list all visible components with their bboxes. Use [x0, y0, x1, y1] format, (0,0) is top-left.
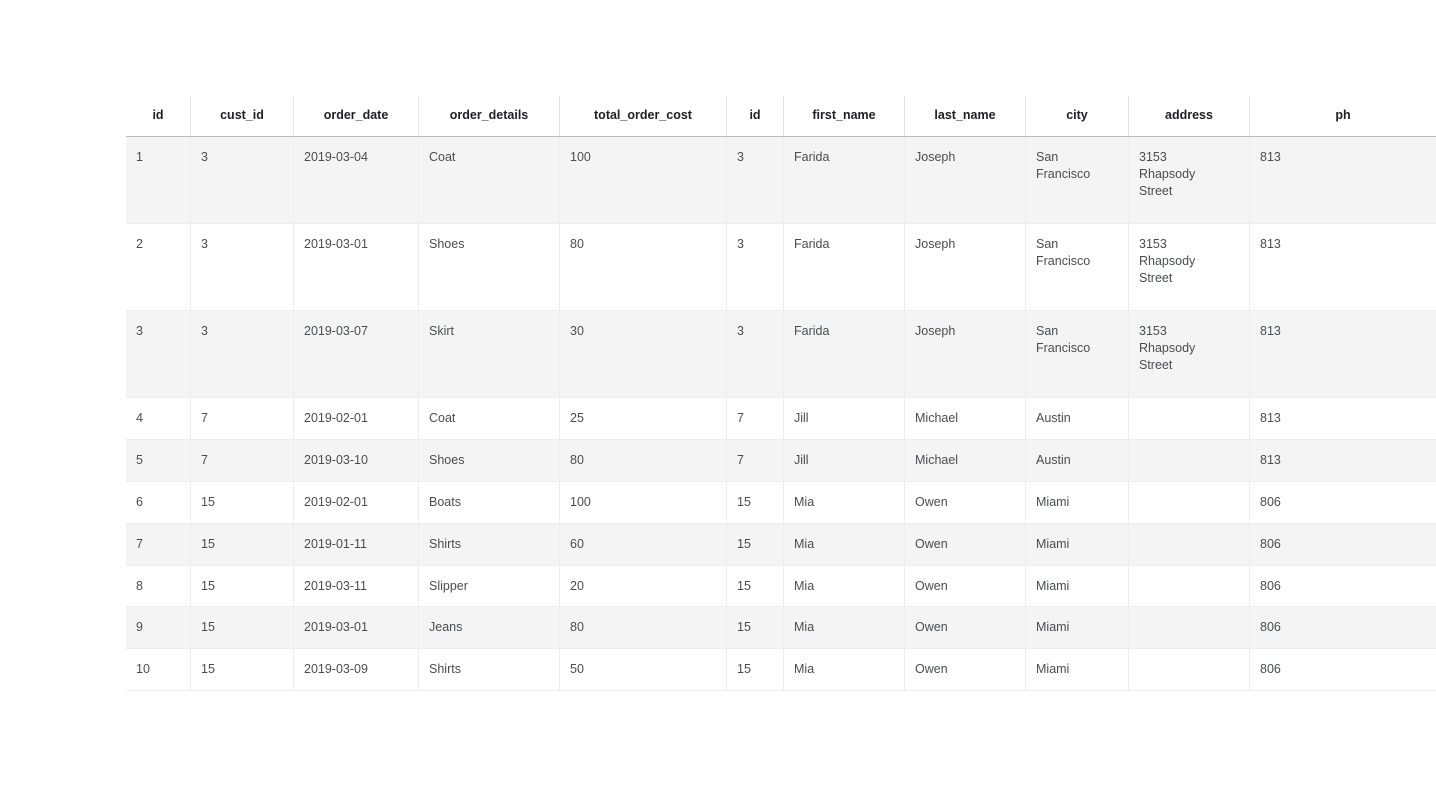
cell-city-text: Miami — [1036, 578, 1070, 593]
cell-last-name: Owen — [905, 607, 1026, 649]
cell-order-date: 2019-03-07 — [294, 311, 419, 398]
cell-address — [1129, 311, 1250, 398]
cell-city-text: Miami — [1036, 620, 1070, 635]
cell-city — [1026, 565, 1129, 607]
cell-phone: 813 — [1250, 137, 1436, 224]
cell-cust-id: 15 — [191, 565, 294, 607]
cell-order-details: Skirt — [419, 311, 560, 398]
table-row[interactable] — [126, 523, 1436, 565]
column-header-address[interactable]: address — [1129, 96, 1250, 137]
cell-order-date: 2019-03-09 — [294, 649, 419, 691]
cell-last-name: Owen — [905, 481, 1026, 523]
cell-address — [1129, 224, 1250, 311]
cell-id-customers: 15 — [727, 649, 784, 691]
cell-address-text: 3153 Rhapsody Street — [1139, 324, 1196, 372]
cell-city — [1026, 398, 1129, 440]
table-scroll-viewport[interactable] — [126, 96, 1351, 700]
table-row[interactable] — [126, 481, 1436, 523]
cell-city — [1026, 439, 1129, 481]
table-body — [126, 137, 1436, 691]
table-row[interactable] — [126, 398, 1436, 440]
cell-phone: 806 — [1250, 649, 1436, 691]
cell-id-orders: 10 — [126, 649, 191, 691]
cell-city — [1026, 481, 1129, 523]
cell-total-order-cost: 30 — [560, 311, 727, 398]
cell-city-text: Austin — [1036, 452, 1071, 467]
cell-id-orders: 2 — [126, 224, 191, 311]
cell-order-details: Boats — [419, 481, 560, 523]
cell-id-orders: 9 — [126, 607, 191, 649]
cell-phone: 806 — [1250, 523, 1436, 565]
column-header-order-details[interactable]: order_details — [419, 96, 560, 137]
table-row[interactable] — [126, 565, 1436, 607]
cell-first-name: Farida — [784, 311, 905, 398]
cell-id-orders: 3 — [126, 311, 191, 398]
cell-id-orders: 8 — [126, 565, 191, 607]
cell-phone: 806 — [1250, 607, 1436, 649]
cell-city-text: San Francisco — [1036, 324, 1091, 355]
cell-id-orders: 4 — [126, 398, 191, 440]
cell-order-date: 2019-01-11 — [294, 523, 419, 565]
cell-last-name: Michael — [905, 439, 1026, 481]
column-header-total-order-cost[interactable]: total_order_cost — [560, 96, 727, 137]
column-header-id-customers[interactable]: id — [727, 96, 784, 137]
table-row[interactable] — [126, 607, 1436, 649]
cell-order-date: 2019-02-01 — [294, 481, 419, 523]
column-header-last-name[interactable]: last_name — [905, 96, 1026, 137]
column-header-phone[interactable]: ph — [1250, 96, 1436, 137]
cell-last-name: Owen — [905, 523, 1026, 565]
cell-last-name: Owen — [905, 565, 1026, 607]
cell-order-date: 2019-03-10 — [294, 439, 419, 481]
cell-address — [1129, 565, 1250, 607]
cell-id-customers: 3 — [727, 311, 784, 398]
cell-cust-id: 3 — [191, 311, 294, 398]
cell-first-name: Mia — [784, 649, 905, 691]
cell-phone: 806 — [1250, 565, 1436, 607]
table-row[interactable] — [126, 439, 1436, 481]
cell-address-text: 3153 Rhapsody Street — [1139, 150, 1196, 198]
cell-last-name: Michael — [905, 398, 1026, 440]
table-header-row — [126, 96, 1436, 137]
cell-cust-id: 15 — [191, 481, 294, 523]
cell-city-text: Miami — [1036, 662, 1070, 677]
cell-address — [1129, 137, 1250, 224]
cell-total-order-cost: 80 — [560, 607, 727, 649]
cell-id-customers: 3 — [727, 224, 784, 311]
cell-id-customers: 15 — [727, 607, 784, 649]
cell-id-customers: 7 — [727, 439, 784, 481]
cell-last-name: Joseph — [905, 224, 1026, 311]
cell-city — [1026, 607, 1129, 649]
cell-order-details: Jeans — [419, 607, 560, 649]
cell-order-details: Slipper — [419, 565, 560, 607]
cell-total-order-cost: 80 — [560, 224, 727, 311]
cell-first-name: Mia — [784, 607, 905, 649]
cell-total-order-cost: 50 — [560, 649, 727, 691]
cell-total-order-cost: 25 — [560, 398, 727, 440]
cell-total-order-cost: 100 — [560, 137, 727, 224]
cell-id-customers: 15 — [727, 523, 784, 565]
cell-city-text: Austin — [1036, 411, 1071, 425]
cell-order-details: Coat — [419, 137, 560, 224]
cell-order-date: 2019-02-01 — [294, 398, 419, 440]
cell-cust-id: 3 — [191, 224, 294, 311]
cell-id-customers: 15 — [727, 565, 784, 607]
column-header-id-orders[interactable]: id — [126, 96, 191, 137]
cell-city-text: San Francisco — [1036, 237, 1091, 268]
cell-id-customers: 15 — [727, 481, 784, 523]
cell-address — [1129, 481, 1250, 523]
cell-id-orders: 5 — [126, 439, 191, 481]
cell-id-customers: 7 — [727, 398, 784, 440]
table-row[interactable] — [126, 649, 1436, 691]
cell-address — [1129, 398, 1250, 440]
cell-phone: 806 — [1250, 481, 1436, 523]
cell-last-name: Owen — [905, 649, 1026, 691]
column-header-cust-id[interactable]: cust_id — [191, 96, 294, 137]
column-header-order-date[interactable]: order_date — [294, 96, 419, 137]
cell-order-details: Shoes — [419, 224, 560, 311]
cell-phone: 813 — [1250, 398, 1436, 440]
cell-first-name: Jill — [784, 439, 905, 481]
cell-total-order-cost: 60 — [560, 523, 727, 565]
cell-order-details: Shirts — [419, 649, 560, 691]
cell-id-customers: 3 — [727, 137, 784, 224]
cell-id-orders: 7 — [126, 523, 191, 565]
cell-order-details: Shoes — [419, 439, 560, 481]
column-header-first-name[interactable]: first_name — [784, 96, 905, 137]
cell-id-orders: 6 — [126, 481, 191, 523]
cell-city — [1026, 649, 1129, 691]
cell-order-date: 2019-03-04 — [294, 137, 419, 224]
cell-cust-id: 15 — [191, 607, 294, 649]
query-result-table — [126, 96, 1436, 691]
cell-cust-id: 7 — [191, 439, 294, 481]
cell-phone: 813 — [1250, 439, 1436, 481]
cell-first-name: Mia — [784, 481, 905, 523]
cell-total-order-cost: 100 — [560, 481, 727, 523]
cell-order-date: 2019-03-01 — [294, 607, 419, 649]
cell-id-orders: 1 — [126, 137, 191, 224]
cell-last-name: Joseph — [905, 137, 1026, 224]
column-header-city[interactable]: city — [1026, 96, 1129, 137]
cell-cust-id: 7 — [191, 398, 294, 440]
cell-address — [1129, 607, 1250, 649]
cell-order-date: 2019-03-01 — [294, 224, 419, 311]
cell-address-text: 3153 Rhapsody Street — [1139, 237, 1196, 285]
cell-last-name: Joseph — [905, 311, 1026, 398]
table-row[interactable] — [126, 137, 1436, 224]
cell-order-details: Shirts — [419, 523, 560, 565]
cell-city-text: Miami — [1036, 536, 1070, 551]
cell-address — [1129, 439, 1250, 481]
cell-total-order-cost: 80 — [560, 439, 727, 481]
cell-city-text: Miami — [1036, 494, 1070, 509]
cell-city — [1026, 523, 1129, 565]
cell-first-name: Mia — [784, 565, 905, 607]
cell-order-details: Coat — [419, 398, 560, 440]
table-row[interactable] — [126, 311, 1436, 398]
cell-first-name: Mia — [784, 523, 905, 565]
cell-city — [1026, 137, 1129, 224]
cell-cust-id: 15 — [191, 523, 294, 565]
cell-order-date: 2019-03-11 — [294, 565, 419, 607]
cell-city — [1026, 311, 1129, 398]
cell-city-text: San Francisco — [1036, 150, 1091, 181]
cell-cust-id: 15 — [191, 649, 294, 691]
cell-first-name: Farida — [784, 224, 905, 311]
cell-city — [1026, 224, 1129, 311]
cell-cust-id: 3 — [191, 137, 294, 224]
table-row[interactable] — [126, 224, 1436, 311]
cell-address — [1129, 523, 1250, 565]
cell-address — [1129, 649, 1250, 691]
cell-phone: 813 — [1250, 224, 1436, 311]
cell-first-name: Farida — [784, 137, 905, 224]
cell-total-order-cost: 20 — [560, 565, 727, 607]
cell-phone: 813 — [1250, 311, 1436, 398]
table-header — [126, 96, 1436, 137]
cell-first-name: Jill — [784, 398, 905, 440]
